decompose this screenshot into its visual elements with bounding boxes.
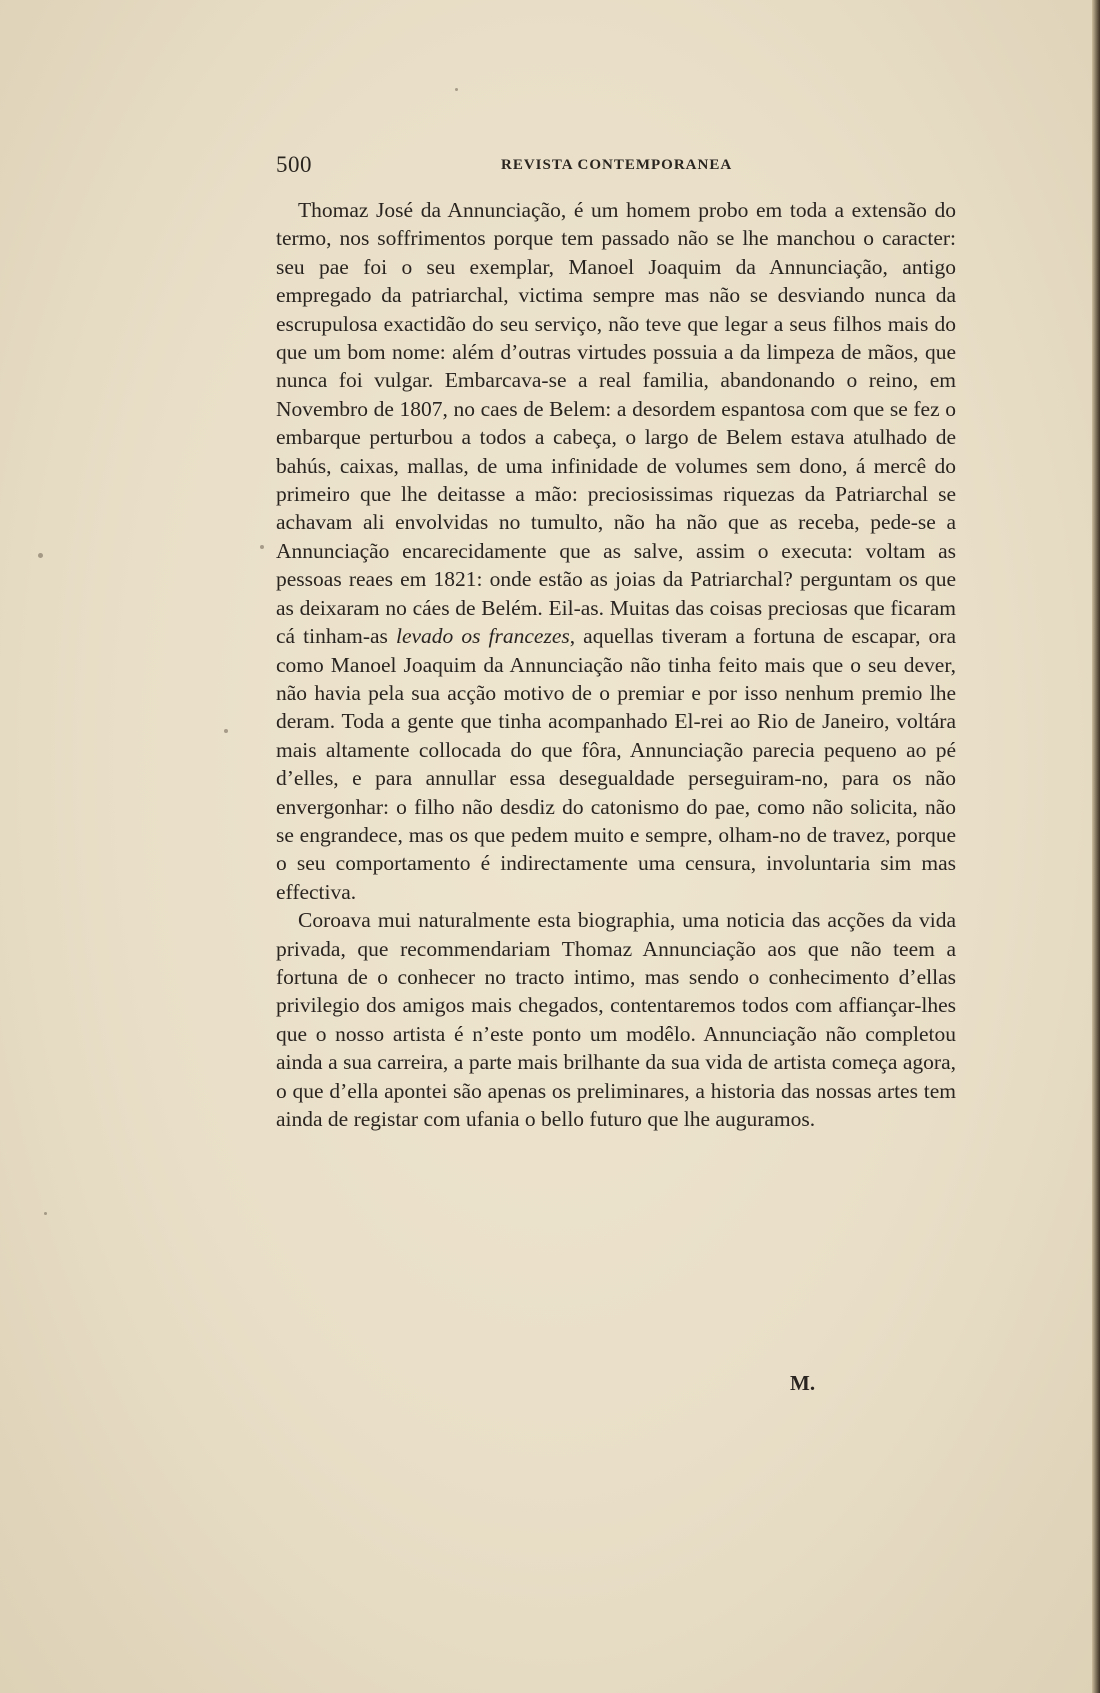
paper-speck [455,88,458,91]
author-signature: M. [790,1371,816,1395]
article-body [276,196,956,1133]
paper-speck [260,545,264,549]
italic-phrase: levado os francezes [396,624,570,649]
paragraph: Coroava mui naturalmente esta biographia, uma noticia das acções da vida privada, que recommendariam Thomaz Annunciação aos que não teem a fortuna de o conhecer no tracto intimo, mas sendo o conhecimento d’ellas privilegio dos amigos mais chegados, contentaremos todos com affiançar-lhes que o nosso artista é n’este ponto um modêlo. Annunciação não completou ainda a sua carreira, a parte mais brilhante da sua vida de artista começa agora, o que d’ella apontei são apenas os preliminares, a historia das nossas artes tem ainda de registar com ufania o bello futuro que lhe auguramos. [276,908,956,1131]
page-header [276,152,956,182]
running-title: REVISTA CONTEMPORANEA [501,157,733,173]
paragraph-text: Thomaz José da Annunciação, é um homem probo em toda a extensão do termo, nos soffrimentos porque tem passado não se lhe manchou o caracter: seu pae foi o seu exemplar, Manoel Joaquim da Annunciação, antigo empregado da patriarchal, victima sempre mas não se desviando nunca da escrupulosa exactidão do seu serviço, não teve que legar a seus filhos mais do que um bom nome: além d’outras virtudes possuia a da limpeza de mãos, que nunca foi vulgar. Embarcava-se a real familia, abandonando o reino, em Novembro de 1807, no caes de Belem: a desordem espantosa com que se fez o embarque perturbou a todos a cabeça, o largo de Belem estava atulhado de bahús, caixas, mallas, de uma infinidade de volumes sem dono, á mercê do primeiro que lhe deitasse a mão: preciosissimas riquezas da Patriarchal se achavam ali envolvidas no tumulto, não ha não que as receba, pede-se a Annunciação encarecidamente que as salve, assim o executa: voltam as pessoas reaes em 1821: onde estão as joias da Patriarchal? perguntam os que as deixaram no cáes de Belém. Eil-as. Muitas das coisas preciosas que ficaram cá tinham-as [276,198,956,649]
paper-speck [224,729,228,733]
paper-speck [38,553,43,558]
paper-speck [44,1212,47,1215]
page-number: 500 [276,152,312,177]
page-edge [1092,0,1100,1693]
paragraph-text: , aquellas tiveram a fortuna de escapar, ora como Manoel Joaquim da Annunciação não tinha feito mais que o seu dever, não havia pela sua acção motivo de o premiar e por isso nenhum premio lhe deram. Toda a gente que tinha acompanhado El-rei ao Rio de Janeiro, voltára mais altamente collocada do que fôra, Annunciação parecia pequeno ao pé d’elles, e para annullar essa desegualdade perseguiram-no, para os não envergonhar: o filho não desdiz do catonismo do pae, como não solicita, não se engrandece, mas os que pedem muito e sempre, olham-no de travez, porque o seu comportamento é indirectamente uma censura, involuntaria sim mas effectiva. [276,624,956,904]
paragraph [276,196,956,906]
